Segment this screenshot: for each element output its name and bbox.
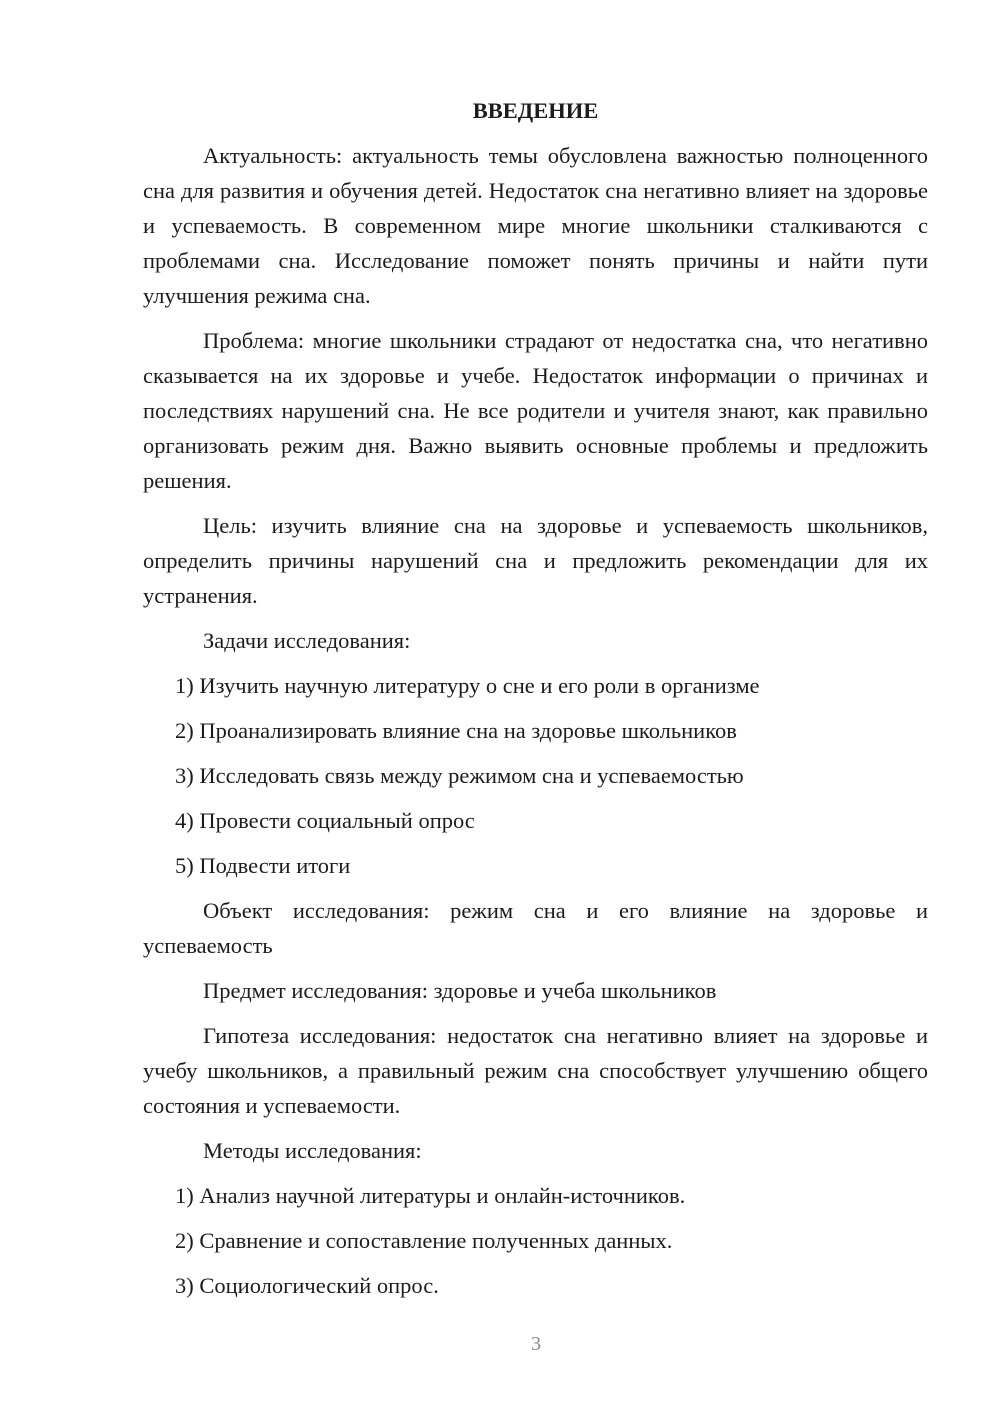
section-title: ВВЕДЕНИЕ	[472, 98, 599, 123]
tasks-list	[143, 668, 928, 883]
list-item: 5) Подвести итоги	[175, 853, 351, 878]
list-item: 1) Анализ научной литературы и онлайн-источников.	[175, 1183, 686, 1208]
list-item: 2) Сравнение и сопоставление полученных данных.	[175, 1228, 673, 1253]
object-paragraph: Объект исследования: режим сна и его влияние на здоровье и успеваемость	[143, 898, 928, 958]
list-item: 3) Исследовать связь между режимом сна и успеваемостью	[175, 763, 744, 788]
problem-paragraph: Проблема: многие школьники страдают от недостатка сна, что негативно сказывается на их здоровье и учебе. Недостаток информации о причинах и последствиях нарушений сна. Не все родители и учителя знают, как правильно организовать режим дня. Важно выявить основные проблемы и предложить решения.	[143, 328, 928, 493]
list-item: 2) Проанализировать влияние сна на здоровье школьников	[175, 718, 737, 743]
relevance-paragraph: Актуальность: актуальность темы обусловлена важностью полноценного сна для развития и обучения детей. Недостаток сна негативно влияет на здоровье и успеваемость. В современном мире многие школьники сталкиваются с проблемами сна. Исследование поможет понять причины и найти пути улучшения режима сна.	[143, 143, 928, 308]
methods-label: Методы исследования:	[203, 1138, 422, 1163]
goal-paragraph: Цель: изучить влияние сна на здоровье и успеваемость школьников, определить причины нарушений сна и предложить рекомендации для их устранения.	[143, 513, 928, 608]
list-item: 4) Провести социальный опрос	[175, 808, 475, 833]
page-content	[143, 93, 928, 1313]
methods-list	[143, 1178, 928, 1303]
tasks-label: Задачи исследования:	[203, 628, 411, 653]
list-item: 1) Изучить научную литературу о сне и его роли в организме	[175, 673, 760, 698]
list-item: 3) Социологический опрос.	[175, 1273, 439, 1298]
page-number: 3	[531, 1333, 541, 1355]
subject-paragraph: Предмет исследования: здоровье и учеба школьников	[203, 978, 717, 1003]
hypothesis-paragraph: Гипотеза исследования: недостаток сна негативно влияет на здоровье и учебу школьников, а правильный режим сна способствует улучшению общего состояния и успеваемости.	[143, 1023, 928, 1118]
